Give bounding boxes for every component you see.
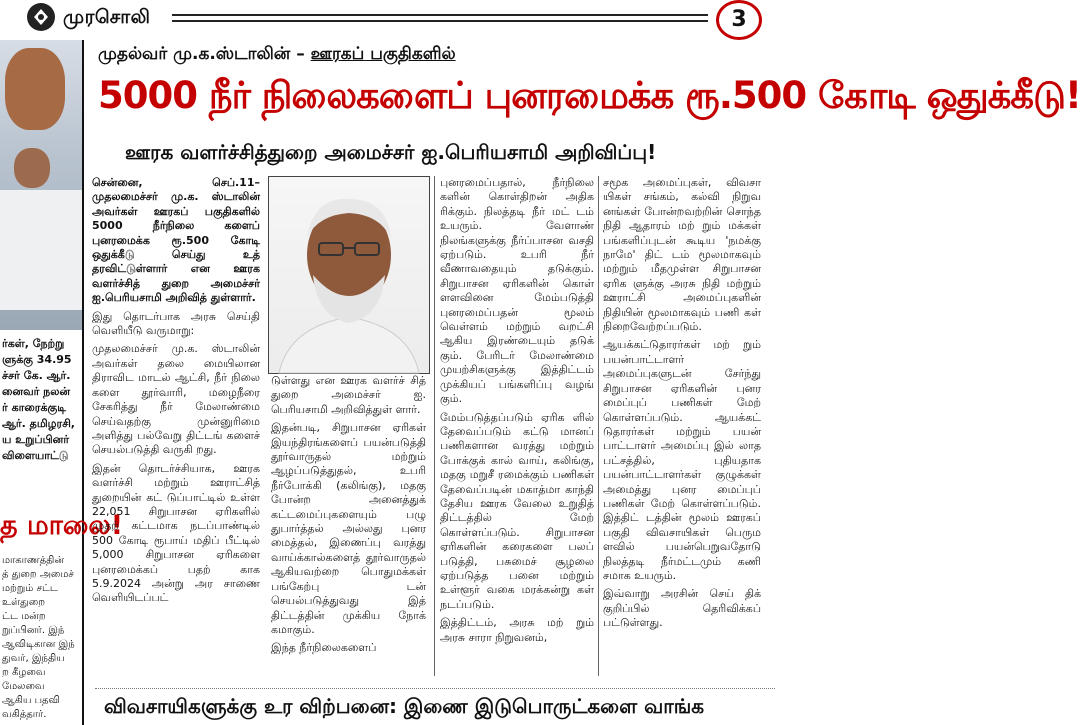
- left-adjacent-column: [0, 40, 124, 725]
- left-small-line: ஆகிய பதவி: [2, 695, 60, 706]
- article-paragraph: ஆயக்கட்டுதாரர்கள் மற் றும் பயன்பாட்டாளர் அமைப்புகளுடன் சேர்ந்து சிறுபாசன ஏரிகளின் புனர மைப்புப் பணிகள் மேற் கொள்ளப்படும். ஆயக்கட் டுதாரர்கள் மற்றும் பயன் பாட்டாளர் அமைப்பு இல் லாத பட்சத்தில், புதியதாக பயன்பாட்டாளர்கள் குழுக்கள் அமைத்து புனர மைப்புப் பணிகள் மேற் கொள்ளப்படும். இத்திட் டத்தின் மூலம் ஊரகப் பகுதி விவசாயிகள் பெரும ளவில் பயன்பெறுவதோடு நிலத்தடி நீர்மட்டமும் கணி சமாக உயரும்.: [603, 338, 761, 582]
- left-headline: த மாலை!: [0, 510, 124, 541]
- article-paragraph: இத்திட்டம், அரசு மற் றும் அரசு சாரா நிறுவனம்,: [440, 616, 594, 644]
- left-small-line: வகித்தார்.: [2, 709, 47, 720]
- article-paragraph: முதலமைச்சர் மு.க. ஸ்டாலின் அவர்கள் தலை மையிலான திராவிட மாடல் ஆட்சி, நீர் நிலை களை தூர்வாரி, மழைநீரை சேகரித்து நீர் மேலாண்மை செய்வதற்கு முன்னுரிமை அளித்து பல்வேறு திட்டங் களைச் செயல்படுத்தி வருகி றது.: [92, 342, 260, 457]
- newspaper-logo-icon: [27, 3, 55, 31]
- left-small-line: துவர், இந்திய: [2, 653, 65, 664]
- left-adjacent-photo: [0, 40, 82, 330]
- left-text-line: ர் காரைக்குடி: [2, 401, 66, 414]
- article-paragraph: டுள்ளது என ஊரக வளர்ச் சித் துறை அமைச்சர் ஐ. பெரியசாமி அறிவித்துள் ளார்.: [271, 374, 426, 416]
- left-small-line: உள்துறை: [2, 597, 46, 608]
- article-kicker: [98, 44, 456, 66]
- column-divider: [434, 176, 435, 676]
- article-paragraph: இது தொடர்பாக அரசு செய்தி வெளியீடு வருமாறு:: [92, 309, 260, 338]
- left-text-line: ஆர். தமிழரசி,: [2, 417, 75, 430]
- article-column-2: [271, 374, 426, 660]
- minister-portrait-photo: [268, 176, 430, 374]
- article-paragraph: சமூக அமைப்புகள், விவசா யிகள் சங்கம், கல்வி நிறுவ னங்கள் போன்றவற்றின் சொந்த நிதி ஆதாரம் மற் றும் மக்கள் பங்களிப்புடன் கூடிய 'நமக்கு நாமே' திட் டம் மூலமாகவும் மற்றும் மீதமுள்ள சிறுபாசன ஏரிக ளுக்கு அரசு நிதி மற்றும் ஊராட்சி அமைப்புகளின் நிதியின் மூலமாகவும் பணி கள் நிறைவேற்றப்படும்.: [603, 176, 761, 334]
- article-headline: 5000 நீர் நிலைகளைப் புனரமைக்க ரூ.500 கோடி ஒதுக்கீடு!: [98, 74, 1081, 117]
- article-paragraph: இதன் தொடர்ச்சியாக, ஊரக வளர்ச்சி மற்றும் ஊராட்சித் துறையின் கட் டுப்பாட்டில் உள்ள 22,051 சிறுபாசன ஏரிகளில் முதற் கட்டமாக நடப்பாண்டில் 500 கோடி ரூபாய் மதிப் பீட்டில் 5,000 சிறுபாசன ஏரிகளை புனரமைக்கப் பதற் காக 5.9.2024 அன்று அர சாணை வெளியிடப்பட்: [92, 461, 260, 605]
- left-small-line: மேலவை: [2, 681, 45, 692]
- page-number: 3: [716, 0, 762, 40]
- bottom-article-headline: விவசாயிகளுக்கு உர விற்பனை: இணை இடுபொருட்களை வாங்க: [104, 694, 704, 718]
- article-paragraph: சென்னை, செப்.11– முதலமைச்சர் மு.க. ஸ்டாலின் அவர்கள் ஊரகப் பகுதிகளில் 5000 நீர்நிலை களைப் புனரமைக்க ரூ.500 கோடி ஒதுக்கீடு செய்து உத் தரவிட்டுள்ளார் என ஊரக வளர்ச்சித் துறை அமைச்சர் ஐ.பெரியசாமி அறிவித் துள்ளார்.: [92, 176, 260, 305]
- masthead-rule: [172, 14, 708, 22]
- masthead-bar: [0, 0, 800, 36]
- left-text-line: ச்சர் கே. ஆர்.: [2, 369, 71, 382]
- article-column-1: [92, 176, 260, 610]
- left-small-line: மற்றும் சட்ட: [2, 583, 58, 594]
- bottom-divider: [95, 688, 775, 689]
- left-small-line: றுப்பினர். இந்: [2, 625, 65, 636]
- article-paragraph: புனரமைப்பதால், நீர்நிலை களின் கொள்திறன் அதிக ரிக்கும். நிலத்தடி நீர் மட் டம் உயரும். வேளாண் நிலங்களுக்கு நீர்ப்பாசன வசதி ஏற்படும். உபரி நீர் வீணாவதையும் தடுக்கும். சிறுபாசன ஏரிகளின் கொள் ளளவினை மேம்படுத்தி புனரமைப்பதன் மூலம் வெள்ளம் மற்றும் வறட்சி ஆகிய இரண்டையும் தடுக் கும். பேரிடர் மேலாண்மை முயற்சிகளுக்கு இத்திட்டம் முக்கியப் பங்களிப்பு வழங் கும்.: [440, 176, 594, 406]
- left-text-line: விளையாட்டு: [2, 449, 69, 462]
- article-column-4: [603, 176, 761, 635]
- article-paragraph: இவ்வாறு அரசின் செய் திக் குறிப்பில் தெரிவிக்கப் பட்டுள்ளது.: [603, 587, 761, 630]
- article-paragraph: இந்த நீர்நிலைகளைப்: [271, 641, 377, 655]
- left-small-line: த் துறை அமைச்: [2, 569, 74, 580]
- left-text-line: ய உறுப்பினர்: [2, 433, 70, 446]
- article-subheadline: ஊரக வளர்ச்சித்துறை அமைச்சர் ஐ.பெரியசாமி அறிவிப்பு!: [125, 140, 657, 164]
- left-small-line: ஆவிடிகான இந்: [2, 639, 75, 650]
- article-paragraph: இதன்படி, சிறுபாசன ஏரிகள் இயந்திரங்களைப் பயன்படுத்தி தூர்வாருதல் மற்றும் ஆழப்படுத்துதல், உபரி நீர்போக்கி (கலிங்கு), மதகு போன்ற அனைத்துக் கட்டமைப்புகளையும் பழு துபார்த்தல் அல்லது புனர மைத்தல், இணைப்பு வரத்து வாய்க்கால்களைத் தூர்வாருதல் ஆகியவற்றை பொதுமக்கள் பங்கேற்பு டன் செயல்படுத்துவது இத் திட்டத்தின் முக்கிய நோக் கமாகும்.: [271, 421, 426, 636]
- kicker-prefix: முதல்வர் மு.க.ஸ்டாலின் –: [98, 44, 305, 64]
- newspaper-name: முரசொலி: [63, 6, 151, 28]
- column-divider: [598, 176, 599, 676]
- left-small-line: ற கீழவை: [2, 667, 46, 678]
- article-paragraph: மேம்படுத்தப்படும் ஏரிக ளில் தேவைப்படும் கட்டு மானப் பணிகளான வரத்து மற்றும் போக்குக் கால் வாய், கலிங்கு, மதகு மறுசீ ரமைக்கும் பணிகள் தேவைப்படின் மகாத்மா காந்தி தேசிய ஊரக வேலை உறுதித் திட்டத்தில் மேற் கொள்ளப்படும். சிறுபாசன ஏரிகளின் கரைகளை பலப் படுத்தி, பசுமைச் சூழலை ஏற்படுத்த பனை மற்றும் உள்ளூர் வகை மரக்கன்று கள் நடப்படும்.: [440, 410, 594, 611]
- left-text-line: ளுக்கு 34.95: [2, 353, 72, 366]
- kicker-underlined: ஊரகப் பகுதிகளில்: [310, 44, 456, 64]
- left-text-line: ர்கள், நேற்று: [2, 337, 65, 350]
- article-column-3: [440, 176, 594, 649]
- left-small-line: மாகாணத்தின்: [2, 555, 65, 566]
- left-small-line: ட்ட மன்ற: [2, 611, 46, 622]
- left-text-line: னைவர் நலன்: [2, 385, 71, 398]
